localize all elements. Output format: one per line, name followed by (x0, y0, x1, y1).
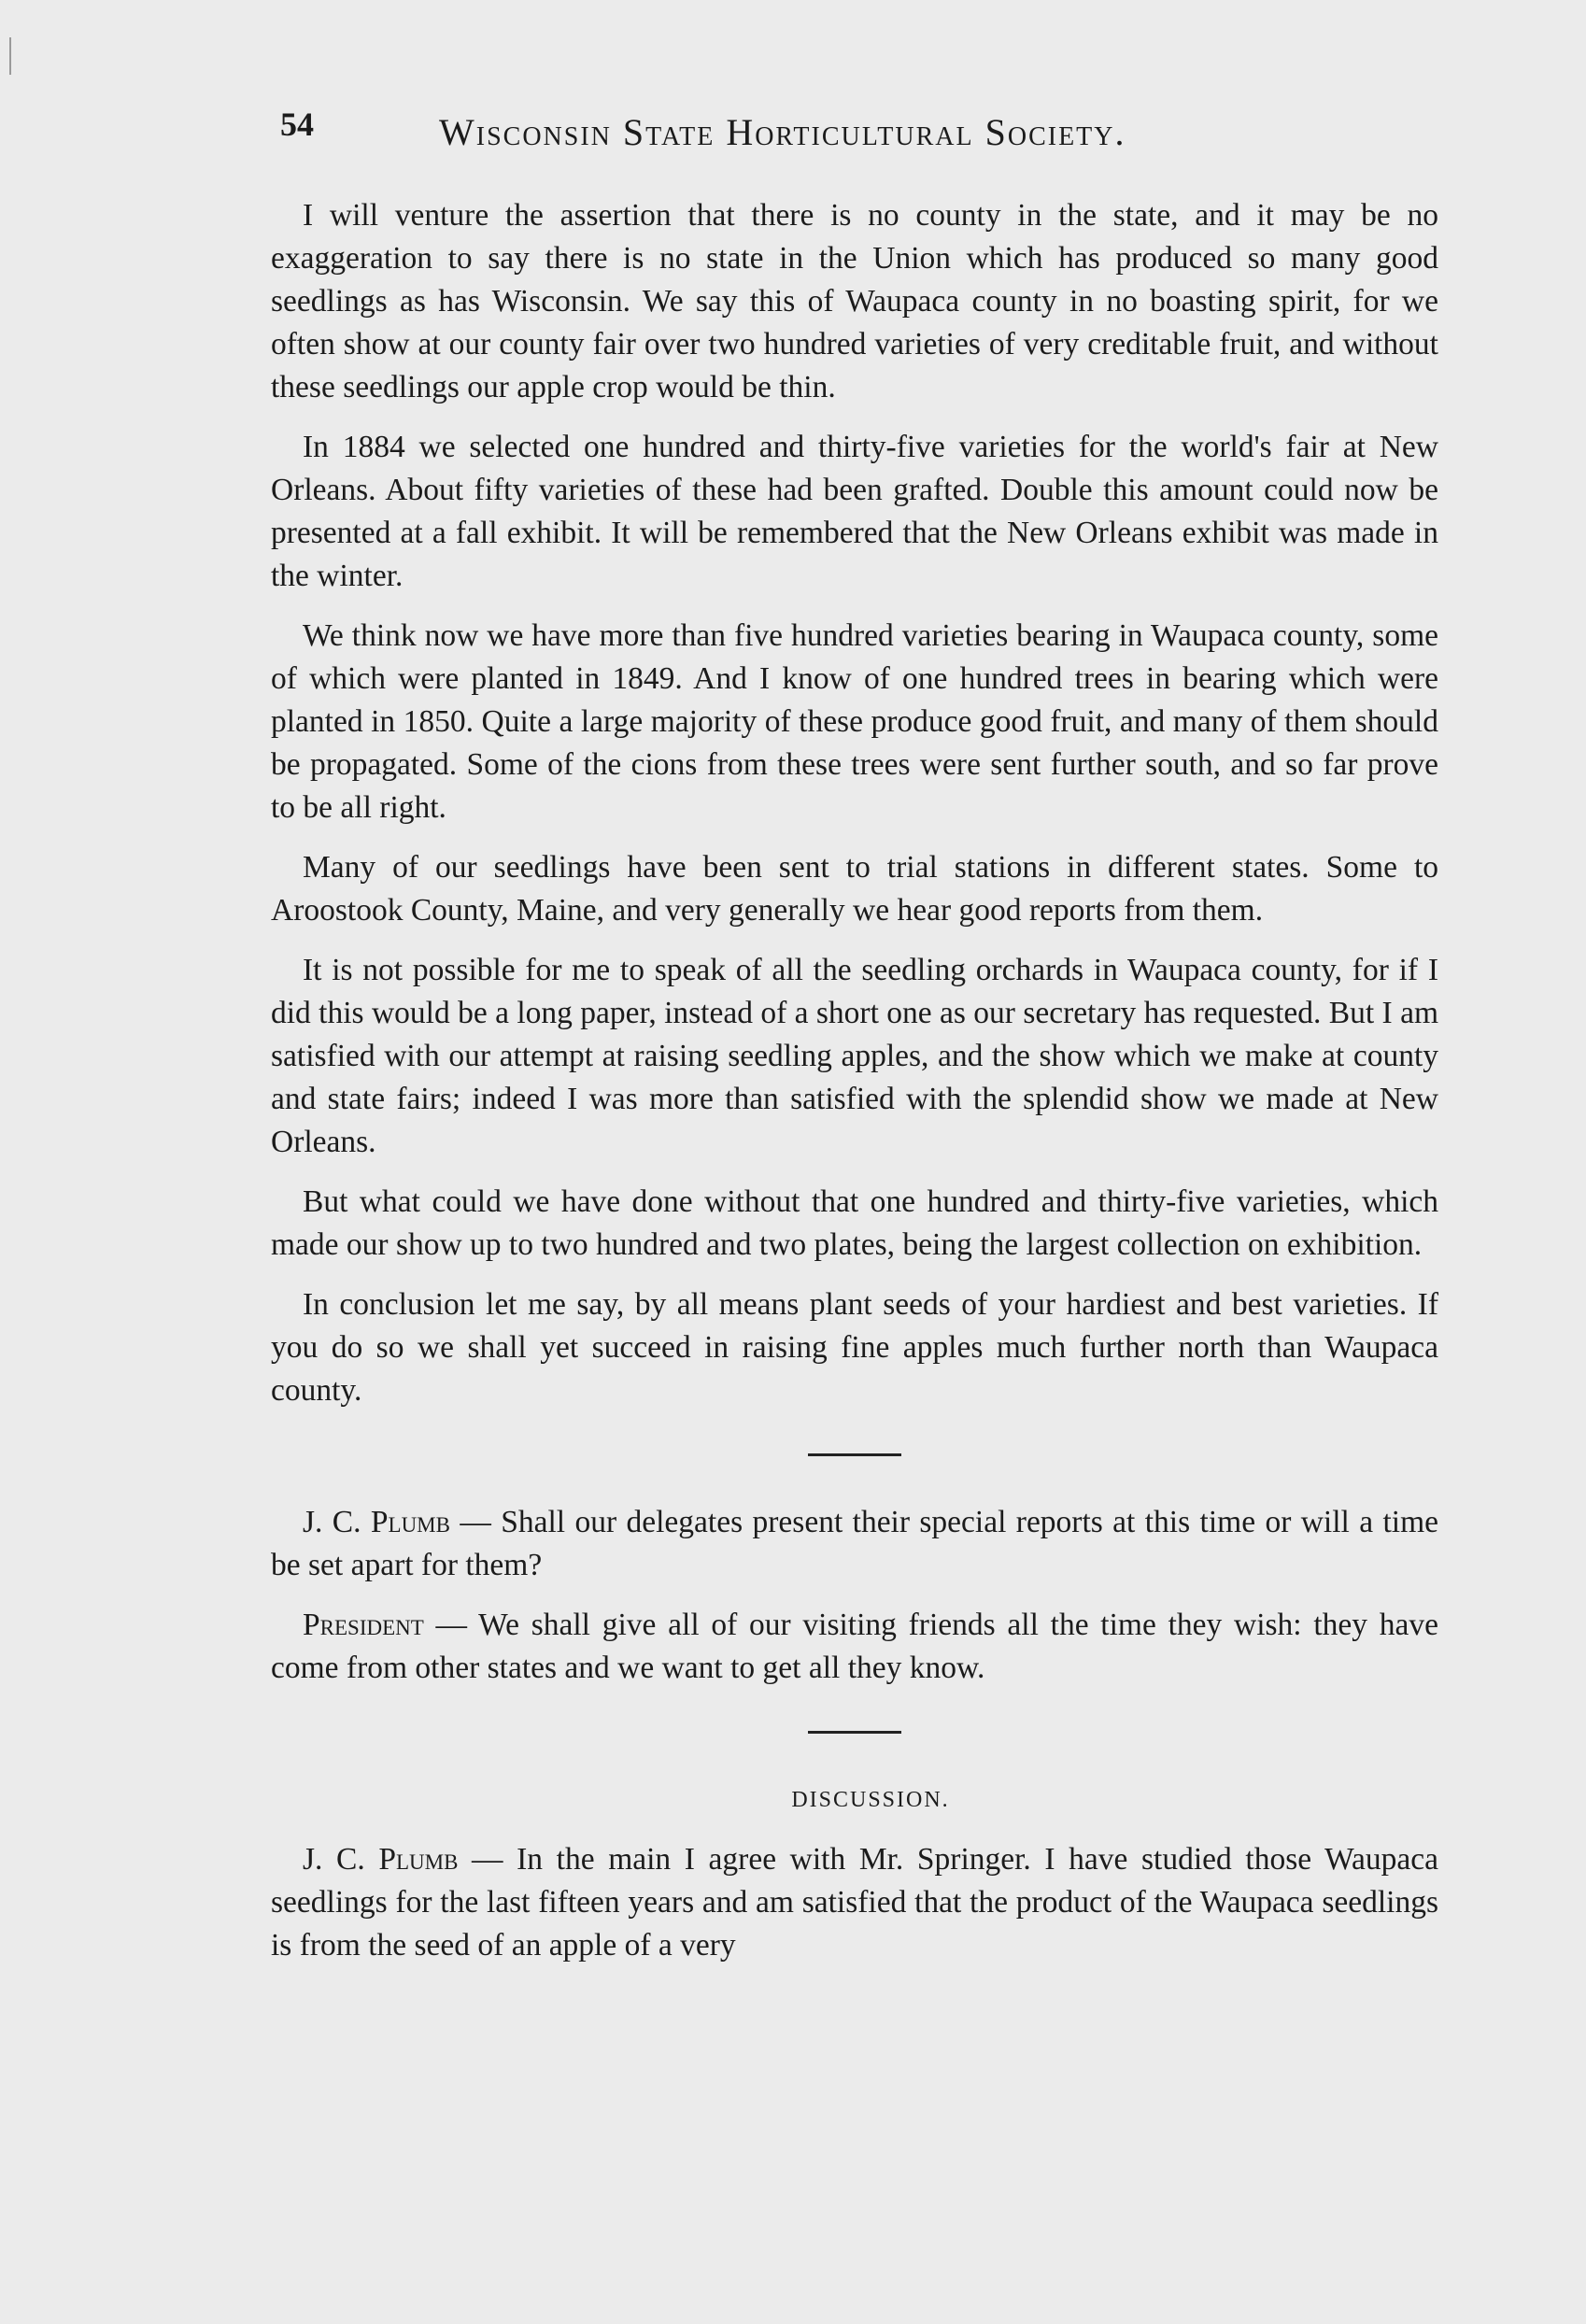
paragraph: We think now we have more than five hundred varieties bearing in Waupaca county, some of which were planted in 1849. And I know of one hundred trees in bearing which were planted in 1850. Quite a large majority of these produce good fruit, and many of them should be propagated. Some of the cions from these trees were sent further south, and so far prove to be all right. (271, 618, 1438, 825)
speech-text: We shall give all of our visiting friends all the time they wish: they have come from other states and we want to get all they know. (271, 1608, 1438, 1685)
speaker-name: J. C. Plumb (303, 1505, 450, 1539)
paragraph: But what could we have done without that one hundred and thirty-five varieties, which made our show up to two hundred and two plates, being the largest collection on exhibition. (271, 1184, 1438, 1262)
paragraph: In conclusion let me say, by all means plant seeds of your hardiest and best varieties. If you do so we shall yet succeed in raising fine apples much further north than Waupaca county. (271, 1287, 1438, 1408)
paragraph: It is not possible for me to speak of all the seedling orchards in Waupaca county, for if I did this would be a long paper, instead of a short one as our secretary has requested. But I am satisfied with our attempt at raising seedling apples, and the show which we make at county and state fairs; indeed I was more than satisfied with the splendid show we made at New Orleans. (271, 953, 1438, 1159)
scan-margin-mark (9, 37, 11, 75)
exchange-paragraph (271, 1501, 1438, 1587)
page-number: 54 (280, 106, 314, 143)
speaker-separator: — (458, 1842, 517, 1877)
exchange-paragraph (271, 1604, 1438, 1690)
speech-text: Shall our delegates present their special reports at this time or will a time be set apart for them? (271, 1505, 1439, 1582)
section-divider (808, 1453, 901, 1456)
paragraph: In 1884 we selected one hundred and thirty-five varieties for the world's fair at New Orleans. About fifty varieties of these had been grafted. Double this amount could now be presented at a fall exhibit. It will be remembered that the New Orleans exhibit was made in the winter. (271, 430, 1438, 593)
speaker-name: President (303, 1608, 424, 1642)
page-header (280, 105, 1326, 170)
discussion-paragraph (271, 1838, 1438, 1967)
section-divider (808, 1731, 901, 1734)
paragraph: Many of our seedlings have been sent to trial stations in different states. Some to Aroostook County, Maine, and very generally we hear good reports from them. (271, 850, 1438, 928)
paragraph: I will venture the assertion that there is no county in the state, and it may be no exaggeration to say there is no state in the Union which has produced so many good seedlings as has Wisconsin. We say this of Waupaca county in no boasting spirit, for we often show at our county fair over two hundred varieties of very creditable fruit, and without these seedlings our apple crop would be thin. (271, 198, 1438, 404)
speaker-name: J. C. Plumb (303, 1842, 459, 1877)
discussion-heading: DISCUSSION. (791, 1788, 950, 1812)
running-head: Wisconsin State Horticultural Society. (439, 111, 1126, 153)
speaker-separator: — (449, 1505, 502, 1539)
page-body (271, 194, 1438, 1984)
speaker-separator: — (423, 1608, 479, 1642)
speech-text: In the main I agree with Mr. Springer. I have studied those Waupaca seedlings for the last fifteen years and am satisfied that the product of the Waupaca seedlings is from the seed of an apple of a very (271, 1842, 1439, 1963)
